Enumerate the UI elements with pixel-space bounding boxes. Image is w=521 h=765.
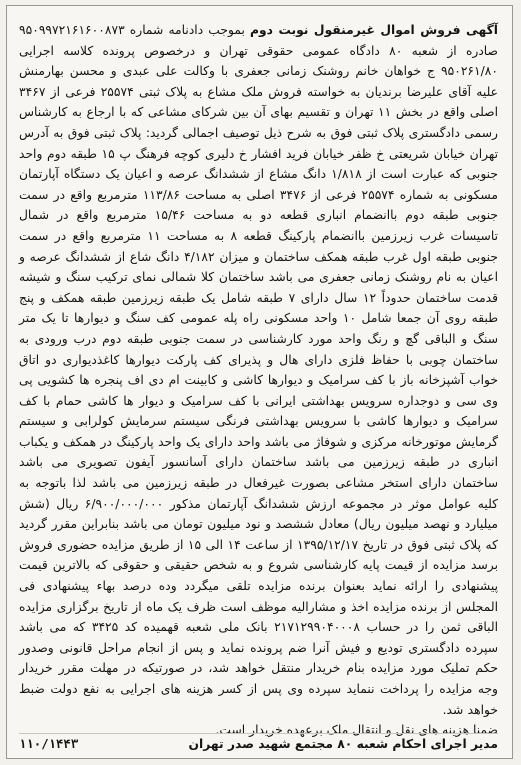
notice-text	[19, 20, 498, 720]
notice-title: آگهی فروش اموال غیرمنقول نوبت دوم	[250, 23, 498, 37]
signature-line: مدیر اجرای احکام شعبه ۸۰ مجتمع شهید صدر تهران	[188, 737, 498, 751]
notice-code: ۱۱۰/۱۴۴۳	[19, 737, 79, 751]
notice-body: بموجب دادنامه شماره ۹۵۰۹۹۷۲۱۶۱۶۰۰۸۷۳ صادره از شعبه ۸۰ دادگاه عمومی حقوقی تهران و درخصوص پرونده کلاسه اجرایی ۹۵۰۲۶۱/۸۰ ج خواهان خانم روشنک زمانی جعفری با وکالت علی عبدی و محسن بهارمنش علیه آقای علیرضا برندیان به خواسته فروش ملک مشاع به پلاک ثبتی ۲۵۵۷۴ فرعی از ۳۴۶۷ اصلی واقع در بخش ۱۱ تهران و تقسیم بهای آن بین شرکای مشاعی که با ارجاع به کارشناس رسمی دادگستری پلاک ثبتی فوق به شرح ذیل توصیف اجمالی گردید: پلاک ثبتی فوق به آدرس تهران خیابان شریعتی خ ظفر خیابان فرید افشار خ دلیری کوچه فرهنگ پ ۱۵ طبقه دوم واحد جنوبی که عبارت است از ۱/۸۱۸ دانگ مشاع از ششدانگ عرصه و اعیان یک دستگاه آپارتمان مسکونی به شماره ۲۵۵۷۴ فرعی از ۳۴۷۶ اصلی به مساحت ۱۱۳/۸۶ مترمربع واقع در سمت جنوبی طبقه دوم باانضمام انباری قطعه دو به مساحت ۱۵/۴۶ مترمربع واقع در شمال تاسیسات غرب زیرزمین باانضمام پارکینگ قطعه ۸ به مساحت ۱۱ مترمربع واقع در سمت جنوبی طبقه اول غرب طبقه همکف ساختمان و میزان ۴/۱۸۲ دانگ شاع از ششدانگ عرصه و اعیان به نام روشنک زمانی جعفری می باشد ساختمان کلا شمالی نمای ترکیب سنگ و شیشه قدمت ساختمان حدوداً ۱۲ سال دارای ۷ طبقه شامل یک طبقه زیرزمین طبقه همکف و پنج طبقه روی آن جمعا شامل ۱۰ واحد مسکونی راه پله عمومی کف سنگ و دیوارها تا یک متر سنگ و الباقی گچ و رنگ واحد مورد کارشناسی در سمت جنوبی طبقه دوم درب ورودی به ساختمان چوبی با حفاظ فلزی دارای هال و پذیرای کف پارکت دیوارها کاغذدیواری دو اتاق خواب آشپزخانه باز با کف سرامیک و دیوارها کاشی و کابینت ام دی اف پنجره ها کشویی پی وی سی و دوجداره سرویس بهداشتی ایرانی با کف سرامیک و دیوار ها کاشی حمام با کف سرامیک و دیوارها کاشی با سرویس بهداشتی فرنگی سیستم سرمایش کولرابی و سیستم گرمایش موتورخانه مرکزی و شوفاژ می باشد واحد دارای یک واحد پارکینگ در همکف و یکباب انباری در طبقه زیرزمین می باشد ساختمان دارای آسانسور آیفون تصویری می باشد ساختمان دارای استخر مشاعی بصورت غیرفعال در طبقه زیرزمین می باشد لذا باتوجه به کلیه عوامل موثر در مجموعه ارزش ششدانگ آپارتمان مذکور ۶/۹۰۰/۰۰۰/۰۰۰ ریال (شش میلیارد و نهصد میلیون ریال) معادل ششصد و نود میلیون تومان می باشد بنابراین مقرر گردید که پلاک ثبتی فوق در تاریخ ۱۳۹۵/۱۲/۱۷ از ساعت ۱۴ الی ۱۵ از طریق مزایده حضوری فروش برسد مزایده از قیمت پایه کارشناسی شروع و به شخص حقیقی و حقوقی که بالاترین قیمت پیشنهادی را ارائه نماید بعنوان برنده مزایده تلقی میگردد وده درصد بهاء پیشنهادی فی المجلس از برنده مزایده اخذ و مشارالیه موظف است ظرف یک ماه از تاریخ برگزاری مزایده الباقی ثمن را در حساب ۲۱۷۱۲۹۹۰۴۰۰۰۸ بانک ملی شعبه قهمیده کد ۳۴۲۵ که می باشد سپرده دادگستری تودیع و فیش آنرا ضم پرونده نماید و پس از انجام مراحل قانونی وصدور حکم تملیک مورد مزایده بنام خریدار منتقل خواهد شد، در صورتیکه در مهلت مقرر خریدار وجه مزایده را پرداخت ننماید سپرده وی پس از کسر هزینه های اجرایی به نفع دولت ضبط خواهد شد.	[18, 23, 499, 717]
auction-notice	[6, 5, 513, 759]
notice-closing: ضمنا هزینه های نقل و انتقال ملک برعهده خریدار است.	[215, 723, 498, 738]
notice-footer	[19, 733, 498, 751]
